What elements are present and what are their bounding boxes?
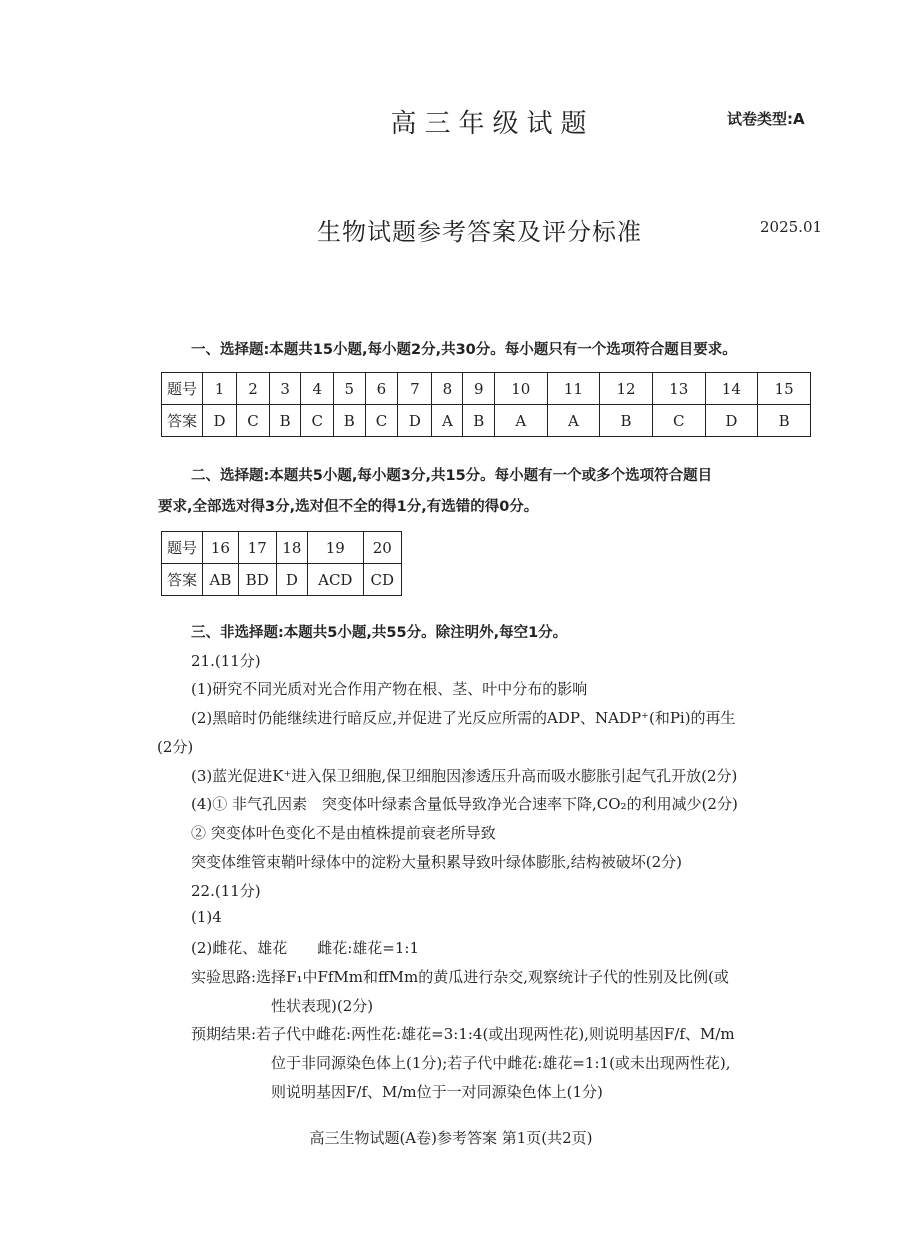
answer-cell: C [301,405,334,437]
row-label-number: 题号 [162,373,203,405]
question-number-cell: 15 [758,373,811,405]
q22-answer-2: (2)雌花、雄花 雌花:雄花=1:1 [191,939,420,957]
answer-cell: B [334,405,366,437]
section1-answer-table [161,372,811,437]
page-footer: 高三生物试题(A卷)参考答案 第1页(共2页) [309,1129,593,1147]
paper-type-label: 试卷类型:A [727,110,805,128]
q22-answer-1: (1)4 [191,908,222,926]
answer-cell: D [705,405,758,437]
answer-cell: C [652,405,705,437]
question-number-cell: 17 [238,532,276,564]
question-number-cell: 14 [705,373,758,405]
answer-cell: B [600,405,653,437]
q22-expected-result-cont2: 则说明基因F/f、M/m位于一对同源染色体上(1分) [271,1083,603,1101]
question-number-cell: 10 [494,373,547,405]
answer-cell: D [276,564,308,596]
section3-heading: 三、非选择题:本题共5小题,共55分。除注明外,每空1分。 [191,625,568,641]
q21-answer-4b: ② 突变体叶色变化不是由植株提前衰老所导致 [191,824,496,842]
question-number-cell: 3 [269,373,301,405]
table-row-answers [162,405,811,437]
question-number-cell: 20 [363,532,401,564]
question-number-cell: 12 [600,373,653,405]
question-number-cell: 16 [203,532,239,564]
q21-header: 21.(11分) [191,652,261,670]
answer-cell: BD [238,564,276,596]
q22-expected-result: 预期结果:若子代中雌花:两性花:雄花=3:1:4(或出现两性花),则说明基因F/f、M/m [191,1025,735,1043]
answer-cell: ACD [308,564,363,596]
question-number-cell: 13 [652,373,705,405]
row-label-answer: 答案 [162,564,203,596]
q22-expected-result-cont1: 位于非同源染色体上(1分);若子代中雌花:雄花=1:1(或未出现两性花), [271,1054,731,1072]
answer-cell: A [432,405,463,437]
page-title: 高三年级试题 [390,109,595,139]
answer-cell: B [758,405,811,437]
question-number-cell: 19 [308,532,363,564]
answer-cell: B [269,405,301,437]
section2-answer-table [161,531,402,596]
row-label-number: 题号 [162,532,203,564]
q21-answer-1: (1)研究不同光质对光合作用产物在根、茎、叶中分布的影响 [191,680,588,698]
answer-cell: C [237,405,270,437]
answer-cell: AB [203,564,239,596]
table-row-numbers [162,373,811,405]
table-row-numbers [162,532,402,564]
q22-header: 22.(11分) [191,882,261,900]
q21-answer-2-cont: (2分) [157,738,194,756]
question-number-cell: 7 [398,373,432,405]
q22-experiment-idea-cont: 性状表现)(2分) [271,997,374,1015]
document-date: 2025.01 [760,218,823,236]
answer-cell: D [203,405,237,437]
question-number-cell: 8 [432,373,463,405]
answer-cell: A [547,405,600,437]
question-number-cell: 5 [334,373,366,405]
answer-cell: B [463,405,495,437]
question-number-cell: 2 [237,373,270,405]
table-row-answers [162,564,402,596]
answer-cell: D [398,405,432,437]
q21-answer-3: (3)蓝光促进K⁺进入保卫细胞,保卫细胞因渗透压升高而吸水膨胀引起气孔开放(2分) [191,767,738,785]
question-number-cell: 6 [365,373,398,405]
question-number-cell: 4 [301,373,334,405]
answer-cell: A [494,405,547,437]
q21-answer-2: (2)黑暗时仍能继续进行暗反应,并促进了光反应所需的ADP、NADP⁺(和Pi)的再生 [191,709,736,727]
q22-experiment-idea: 实验思路:选择F₁中FfMm和ffMm的黄瓜进行杂交,观察统计子代的性别及比例(或 [191,968,729,986]
question-number-cell: 9 [463,373,495,405]
q21-answer-4c: 突变体维管束鞘叶绿体中的淀粉大量积累导致叶绿体膨胀,结构被破坏(2分) [191,853,683,871]
section1-heading: 一、选择题:本题共15小题,每小题2分,共30分。每小题只有一个选项符合题目要求。 [191,342,737,358]
answer-cell: CD [363,564,401,596]
question-number-cell: 18 [276,532,308,564]
question-number-cell: 1 [203,373,237,405]
section2-heading-line2: 要求,全部选对得3分,选对但不全的得1分,有选错的得0分。 [158,499,539,515]
answer-cell: C [365,405,398,437]
row-label-answer: 答案 [162,405,203,437]
document-subtitle: 生物试题参考答案及评分标准 [317,218,642,246]
question-number-cell: 11 [547,373,600,405]
section2-heading-line1: 二、选择题:本题共5小题,每小题3分,共15分。每小题有一个或多个选项符合题目 [191,468,713,484]
q21-answer-4: (4)① 非气孔因素 突变体叶绿素含量低导致净光合速率下降,CO₂的利用减少(2分) [191,795,738,813]
